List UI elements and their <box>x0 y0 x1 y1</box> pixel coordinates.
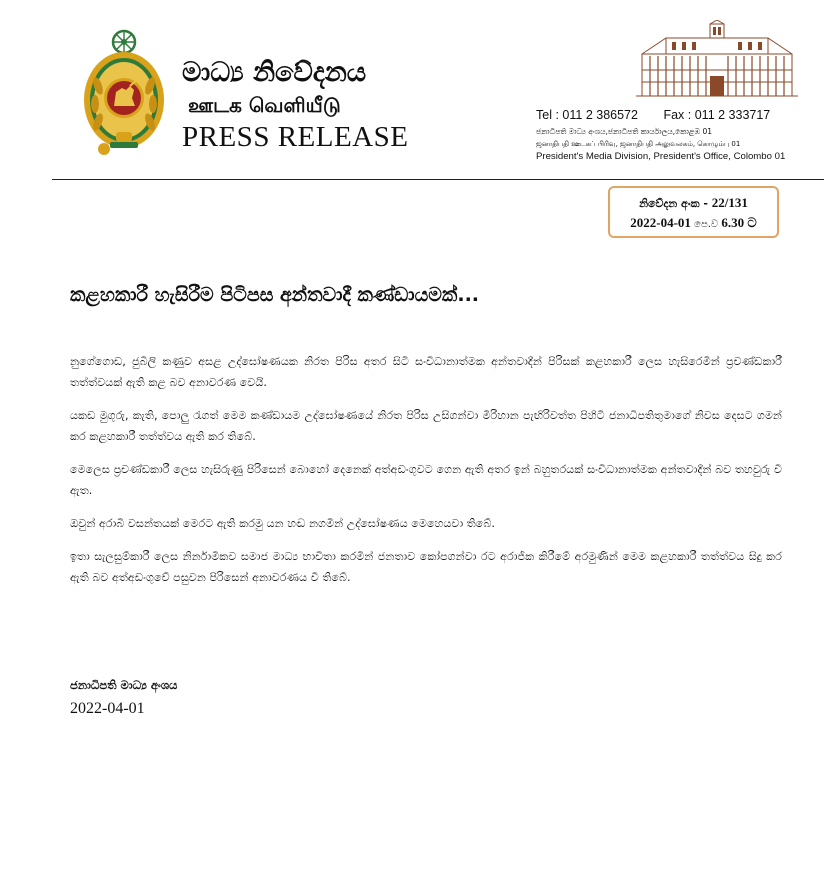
signature-name: ජනාධිපති මාධ්‍ය අංශය <box>70 678 178 692</box>
presidents-office-building-icon <box>636 20 798 98</box>
signature-date: 2022-04-01 <box>70 700 145 717</box>
reference-date: 2022-04-01 <box>630 215 691 230</box>
reference-number-value: 22/131 <box>711 195 748 210</box>
phone-fax-line <box>536 108 806 122</box>
fax-label: Fax <box>663 108 685 122</box>
address-english: President's Media Division, President's Office, Colombo 01 <box>536 151 786 162</box>
headline: කළහකාරී හැසිරීම පිටිපස අන්තවාදී කණ්ඩායමක්... <box>70 284 479 306</box>
paragraph: ඉතා සැලසුම්කාරී ලෙස නිර්නාමිකව සමාජ මාධ්‍ය භාවිතා කරමින් ජනතාව කෝපගන්වා රට අරාජික කිරීමේ අරමුණින් මෙම කළහකාරී තත්ත්වය සිදු කර ඇති බව අත්අඩංගුවේ පසුවන පිරිසෙන් අනාවරණය වී තිබේ. <box>70 550 782 584</box>
body-text <box>70 351 782 600</box>
tel-value: : 011 2 386572 <box>555 108 638 122</box>
paragraph: නුගේගොඩ, ජුබිලි කණුව අසළ උද්ඝෝෂණයක නිරත පිරිස අතර සිටි සංවිධානාත්මක අන්තවාදීන් පිරිසක් කළහකාරී ලෙස හැසිරෙමින් ප්‍රචණ්ඩකාරී තත්ත්වයක් ඇති කළ බව අනාවරණ වෙයි. <box>70 355 782 389</box>
reference-number-label: නිවේදන අංක - <box>639 197 708 210</box>
paragraph: ඔවුන් අරාබි වසන්තයක් මෙරට ඇති කරමු යන හඬ නගමින් උද්ඝෝෂණය මෙහෙයවා තිබේ. <box>70 517 495 530</box>
reference-box <box>608 186 779 238</box>
header-divider <box>52 179 824 180</box>
reference-number <box>610 193 777 213</box>
title-sinhala: මාධ්‍ය නිවේදනය <box>182 57 367 88</box>
address-tamil: ஜனாதிபதி ஊடகப் பிரிவு, ஜனாதிபதி அலுவலகம், கொழும்பு 01 <box>536 140 741 148</box>
sri-lanka-emblem-icon <box>82 28 166 158</box>
paragraph: යකඩ මුගුරු, කැති, පොලු රැගත් මෙම කණ්ඩායම උද්ඝෝෂණයේ නිරත පිරිස උසිගන්වා මිරිහාන පැඟිරිවත්ත පිහිටි ජනාධිපතිතුමාගේ නිවස දෙසට ගමන් කර කළහකාරී තත්ත්වය ඇති කර තිබේ. <box>70 409 782 443</box>
contact-block <box>536 108 806 164</box>
title-english: PRESS RELEASE <box>182 121 409 153</box>
reference-time-label: පෙ.ව <box>694 219 719 230</box>
address-sinhala: ජනාධිපති මාධ්‍ය අංශය,ජනාධිපති කාර්යාලය,කොළඹ 01 <box>536 127 712 136</box>
signature-block <box>70 676 177 722</box>
reference-datetime <box>610 213 777 234</box>
title-tamil: ஊடக வெளியீடு <box>188 93 341 117</box>
fax-value: : 011 2 333717 <box>687 108 771 122</box>
tel-label: Tel <box>536 108 552 122</box>
reference-time-value: 6.30 ට <box>721 215 757 230</box>
paragraph: මෙලෙස ප්‍රචණ්ඩකාරී ලෙස හැසිරුණු පිරිසෙන් බොහෝ දෙනෙක් අත්අඩංගුවට ගෙන ඇති අතර ඉන් බහුතරයක් සංවිධානාත්මක අන්තවාදීන් බව තහවුරු වී ඇත. <box>70 463 782 497</box>
title-block <box>182 56 408 154</box>
